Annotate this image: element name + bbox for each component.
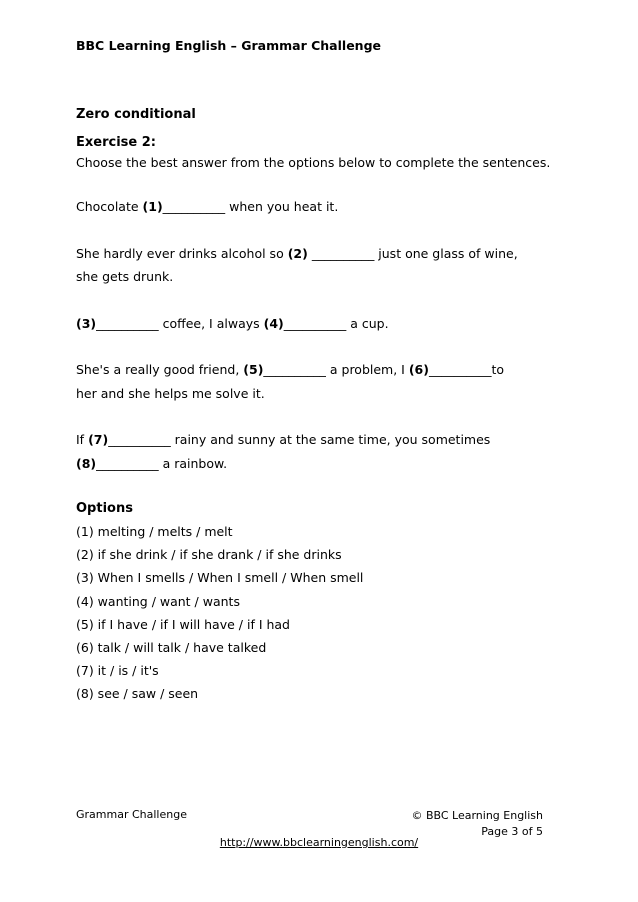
section-title: Zero conditional (76, 107, 196, 122)
footer-copyright: © BBC Learning English (411, 809, 543, 822)
sentence-5: If (7)__________ rainy and sunny at the same time, you sometimes (8)__________ a rainbow. (76, 432, 491, 471)
footer-url-link[interactable]: http://www.bbclearningenglish.com/ (219, 836, 419, 849)
option-item: (8) see / saw / seen (76, 686, 199, 702)
page-header-title: BBC Learning English – Grammar Challenge (76, 38, 381, 53)
answer-blank-2: __________ (311, 245, 375, 261)
answer-blank-1: __________ (162, 199, 226, 214)
options-heading: Options (76, 501, 133, 516)
option-item: (4) wanting / want / wants (76, 593, 240, 609)
option-item: (6) talk / will talk / have talked (76, 640, 267, 656)
options-list (76, 520, 576, 706)
sentence-4: She's a really good friend, (5)__________ a problem, I (6)__________to her and she helps me solve it. (76, 362, 505, 401)
blank-number-3: (3) (76, 315, 97, 331)
footer-title: Grammar Challenge (76, 808, 187, 821)
sentence-1: Chocolate (1)__________ when you heat it. (76, 199, 339, 214)
answer-blank-6: __________ (428, 362, 492, 377)
blank-number-2: (2) (287, 245, 308, 261)
answer-blank-5: __________ (263, 362, 326, 377)
exercise-heading: Exercise 2: (76, 135, 156, 150)
sentence-2: She hardly ever drinks alcohol so (2) __________ just one glass of wine, she gets drunk. (76, 245, 518, 284)
blank-number-4: (4) (263, 315, 284, 331)
worksheet-content (76, 105, 576, 706)
option-item: (2) if she drink / if she drank / if she drinks (76, 547, 342, 563)
answer-blank-8: __________ (96, 455, 159, 471)
sentence-3: (3)__________ coffee, I always (4)__________ a cup. (76, 315, 389, 331)
footer-page-number: Page 3 of 5 (481, 825, 543, 838)
blank-number-1: (1) (142, 199, 163, 214)
answer-blank-4: __________ (283, 315, 347, 331)
answer-blank-7: __________ (108, 432, 171, 447)
blank-number-7: (7) (88, 432, 109, 447)
blank-number-6: (6) (408, 362, 429, 377)
option-item: (7) it / is / it's (76, 663, 159, 679)
option-item: (3) When I smells / When I smell / When smell (76, 570, 364, 586)
option-item: (1) melting / melts / melt (76, 524, 233, 539)
exercise-instruction: Choose the best answer from the options below to complete the sentences. (76, 155, 551, 170)
blank-number-8: (8) (76, 455, 97, 471)
option-item: (5) if I have / if I will have / if I had (76, 616, 290, 632)
blank-number-5: (5) (243, 362, 264, 377)
answer-blank-3: __________ (96, 315, 159, 331)
